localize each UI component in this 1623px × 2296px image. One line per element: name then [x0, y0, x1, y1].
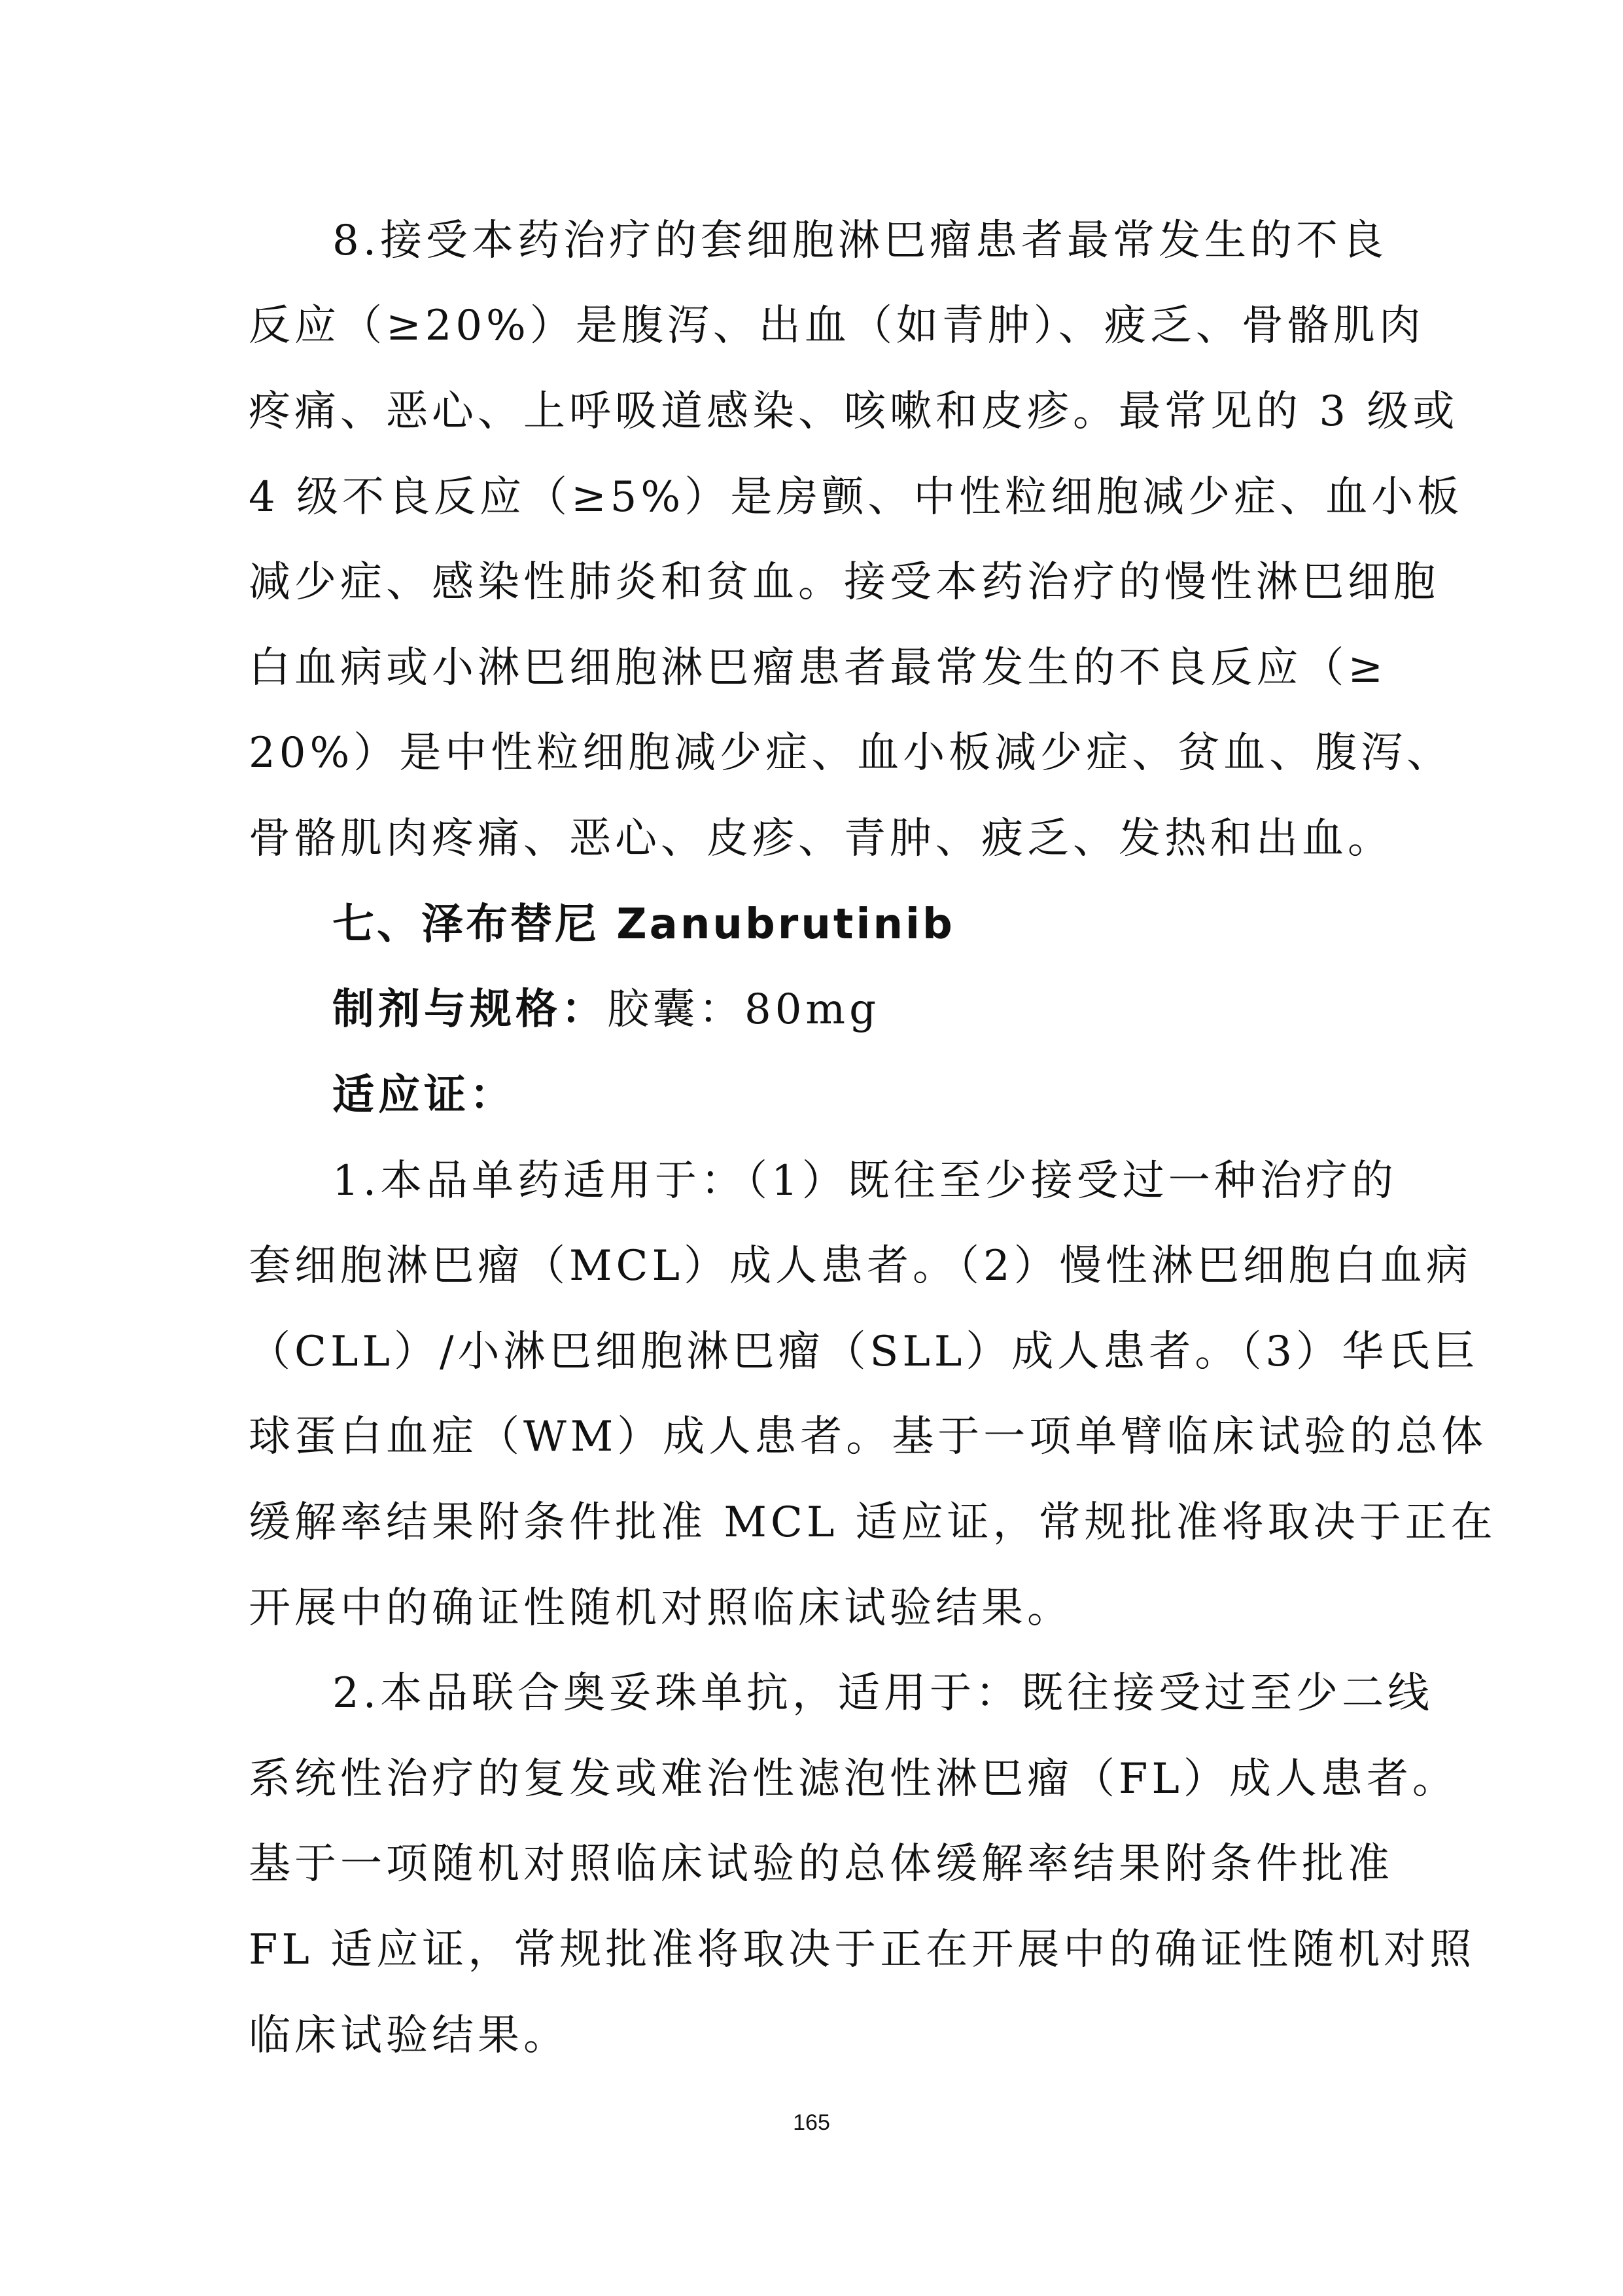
paragraph-line: 骨骼肌肉疼痛、恶心、皮疹、青肿、疲乏、发热和出血。 — [249, 815, 1393, 863]
paragraph-line: 缓解率结果附条件批准 MCL 适应证，常规批准将取决于正在 — [249, 1498, 1497, 1547]
paragraph-line: 1.本品单药适用于：（1）既往至少接受过一种治疗的 — [332, 1157, 1397, 1205]
paragraph-line: 2.本品联合奥妥珠单抗，适用于：既往接受过至少二线 — [332, 1669, 1434, 1718]
paragraph-line: 20%）是中性粒细胞减少症、血小板减少症、贫血、腹泻、 — [249, 729, 1453, 777]
paragraph-line: （CLL）/小淋巴细胞淋巴瘤（SLL）成人患者。（3）华氏巨 — [249, 1328, 1480, 1376]
paragraph-line: 基于一项随机对照临床试验的总体缓解率结果附条件批准 — [249, 1840, 1393, 1888]
paragraph-line: 套细胞淋巴瘤（MCL）成人患者。（2）慢性淋巴细胞白血病 — [249, 1242, 1472, 1290]
paragraph-line: 开展中的确证性随机对照临床试验结果。 — [249, 1584, 1073, 1633]
formulation-line — [332, 985, 1387, 1034]
paragraph-line: 反应（≥20%）是腹泻、出血（如青肿）、疲乏、骨骼肌肉 — [249, 302, 1425, 350]
paragraph-line: 疼痛、恶心、上呼吸道感染、咳嗽和皮疹。最常见的 3 级或 — [249, 387, 1459, 436]
indications-label: 适应证： — [332, 1071, 515, 1120]
paragraph-line: 球蛋白血症（WM）成人患者。基于一项单臂临床试验的总体 — [249, 1413, 1488, 1461]
paragraph-line: 临床试验结果。 — [249, 2011, 569, 2060]
paragraph-line: 减少症、感染性肺炎和贫血。接受本药治疗的慢性淋巴细胞 — [249, 558, 1439, 607]
page-number: 165 — [793, 2110, 830, 2135]
formulation-label: 制剂与规格： — [332, 985, 607, 1034]
section-heading: 七、泽布替尼 Zanubrutinib — [332, 900, 955, 949]
paragraph-line: 系统性治疗的复发或难治性滤泡性淋巴瘤（FL）成人患者。 — [249, 1755, 1458, 1803]
formulation-value: 胶囊：80mg — [607, 985, 881, 1034]
paragraph-line: 白血病或小淋巴细胞淋巴瘤患者最常发生的不良反应（≥ — [249, 644, 1387, 692]
paragraph-line: 8.接受本药治疗的套细胞淋巴瘤患者最常发生的不良 — [332, 217, 1388, 265]
paragraph-line: FL 适应证，常规批准将取决于正在开展中的确证性随机对照 — [249, 1926, 1476, 1974]
paragraph-line: 4 级不良反应（≥5%）是房颤、中性粒细胞减少症、血小板 — [249, 473, 1463, 521]
